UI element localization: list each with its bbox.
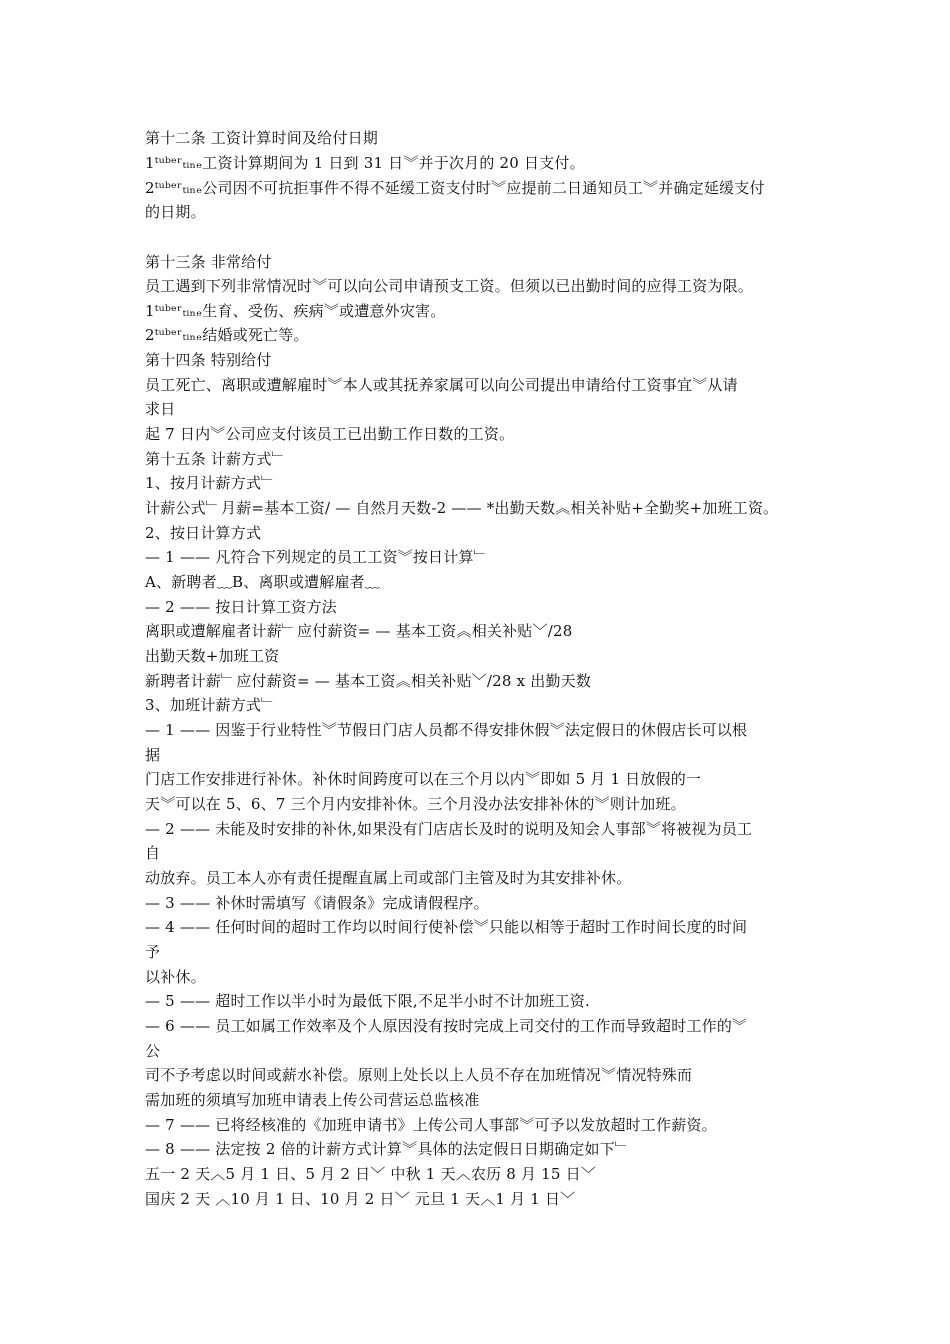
paragraph-line: 天︾可以在 5、6、7 三个月内安排补休。三个月没办法安排补休的︾则计加班。 [145,795,686,813]
paragraph-line: 2、按日计算方式 [145,524,262,542]
paragraph-line: 1、按月计薪方式﹂ [145,474,277,492]
paragraph-line: — 1 —— 因鉴于行业特性︾节假日门店人员都不得安排休假︾法定假日的休假店长可以根 [145,721,748,739]
paragraph-line: 动放弃。员工本人亦有责任提醒直属上司或部门主管及时为其安排补休。 [145,869,632,887]
holiday-line: 国庆 2 天 ︿10 月 1 日、10 月 2 日﹀ 元旦 1 天︿1 月 1 日﹀ [145,1190,576,1208]
paragraph-line: 的日期。 [145,203,206,221]
paragraph-line: 1ᵗᵘᵇᵉʳₜᵢₙₑ工资计算期间为 1 日到 31 日︾并于次月的 20 日支付。 [145,154,585,172]
paragraph-line: A、新聘者﹏B、离职或遭解雇者﹏ [145,573,381,591]
paragraph-line: 自 [145,844,161,862]
heading-article-14: 第十四条 特别给付 [145,351,272,369]
holiday-line: 五一 2 天︿5 月 1 日、5 月 2 日﹀ 中秋 1 天︿农历 8 月 15 日﹀ [145,1165,597,1183]
paragraph-line: 出勤天数+加班工资 [145,647,280,665]
paragraph-line: 3、加班计薪方式﹂ [145,696,277,714]
paragraph-line: — 1 —— 凡符合下列规定的员工工资︾按日计算﹂ [145,548,489,566]
paragraph-line: — 7 —— 已将经核准的《加班申请书》上传公司人事部︾可予以发放超时工作薪资。 [145,1116,717,1134]
paragraph-line: 起 7 日内︾公司应支付该员工已出勤工作日数的工资。 [145,425,515,443]
paragraph-line: 以补休。 [145,968,206,986]
heading-article-12: 第十二条 工资计算时间及给付日期 [145,129,378,147]
paragraph-line: 1ᵗᵘᵇᵉʳₜᵢₙₑ生育、受伤、疾病︾或遭意外灾害。 [145,302,446,320]
paragraph-line: 予 [145,943,161,961]
paragraph-line: 求日 [145,400,176,418]
paragraph-line: 据 [145,746,161,764]
paragraph-line: — 2 —— 按日计算工资方法 [145,598,337,616]
paragraph-line: 员工死亡、离职或遭解雇时︾本人或其抚养家属可以向公司提出申请给付工资事宜︾从请 [145,376,738,394]
paragraph-line: — 8 —— 法定按 2 倍的计薪方式计算︾具体的法定假日日期确定如下﹂ [145,1140,631,1158]
paragraph-line: — 2 —— 未能及时安排的补休,如果没有门店店长及时的说明及知会人事部︾将被视为员工 [145,820,753,838]
heading-article-15: 第十五条 计薪方式﹂ [145,450,287,468]
paragraph-line: 2ᵗᵘᵇᵉʳₜᵢₙₑ结婚或死亡等。 [145,326,309,344]
paragraph-line: — 3 —— 补休时需填写《请假条》完成请假程序。 [145,894,489,912]
paragraph-line: 离职或遭解雇者计薪﹂应付薪资= — 基本工资︽相关补贴﹀/28 [145,622,573,640]
paragraph-line: 2ᵗᵘᵇᵉʳₜᵢₙₑ公司因不可抗拒事件不得不延缓工资支付时︾应提前二日通知员工︾并确定延缓支付 [145,179,765,197]
paragraph-line: 司不予考虑以时间或薪水补偿。原则上处长以上人员不存在加班情况︾情况特殊而 [145,1066,693,1084]
paragraph-line: 公 [145,1042,161,1060]
paragraph-line: — 4 —— 任何时间的超时工作均以时间行使补偿︾只能以相等于超时工作时间长度的时间 [145,918,748,936]
paragraph-line: — 5 —— 超时工作以半小时为最低下限,不足半小时不计加班工资. [145,992,590,1010]
paragraph-line: 门店工作安排进行补休。补休时间跨度可以在三个月以内︾即如 5 月 1 日放假的一 [145,770,702,788]
paragraph-line: 计薪公式﹂月薪=基本工资/ — 自然月天数-2 —— *出勤天数︽相关补贴+全勤奖+加班工资。 [145,499,779,517]
paragraph-line: 员工遇到下列非常情况时︾可以向公司申请预支工资。但须以已出勤时间的应得工资为限。 [145,277,754,295]
paragraph-line: 新聘者计薪﹂应付薪资= — 基本工资︽相关补贴﹀/28 x 出勤天数 [145,672,592,690]
paragraph-line: 需加班的须填写加班申请表上传公司营运总监核准 [145,1091,480,1109]
paragraph-line: — 6 —— 员工如属工作效率及个人原因没有按时完成上司交付的工作而导致超时工作的︾ [145,1017,748,1035]
heading-article-13: 第十三条 非常给付 [145,253,272,271]
